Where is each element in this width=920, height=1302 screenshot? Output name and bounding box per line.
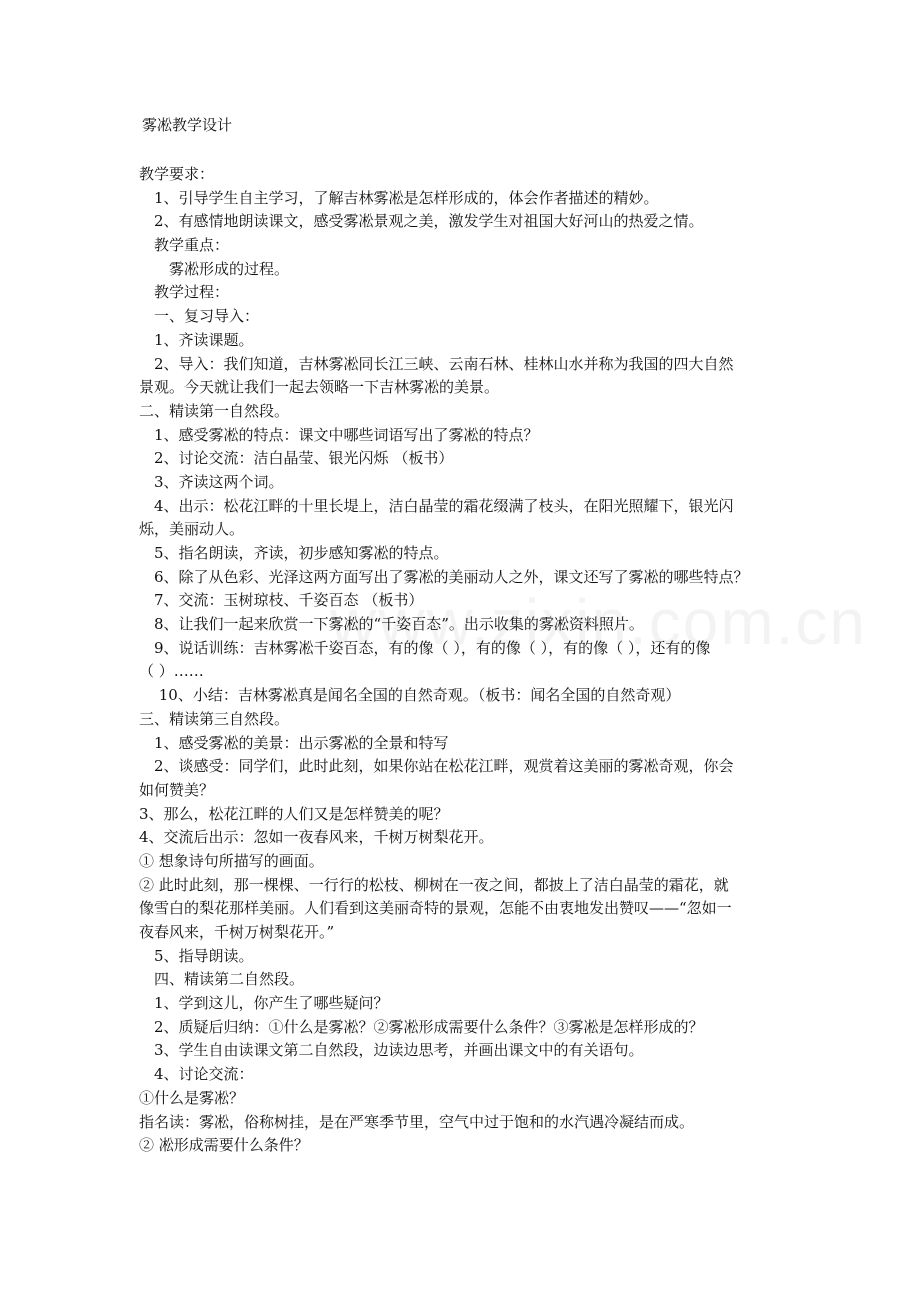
text-line: 1、引导学生自主学习，了解吉林雾凇是怎样形成的，体会作者描述的精妙。 <box>139 188 659 207</box>
text-line: 一、复习导入： <box>139 307 260 326</box>
text-line: 2、讨论交流：洁白晶莹、银光闪烁 （板书） <box>139 449 454 468</box>
text-line: 教学重点： <box>139 236 230 255</box>
text-line: 6、除了从色彩、光泽这两方面写出了雾凇的美丽动人之外，课文还写了雾凇的哪些特点？ <box>139 567 749 586</box>
text-line: 指名读：雾凇，俗称树挂，是在严寒季节里，空气中过于饱和的水汽遇冷凝结而成。 <box>139 1112 695 1131</box>
text-line: 4、出示：松花江畔的十里长堤上，洁白晶莹的霜花缀满了枝头，在阳光照耀下，银光闪 <box>139 496 734 515</box>
text-line: 8、让我们一起来欣赏一下雾凇的“千姿百态”。出示收集的雾凇资料照片。 <box>139 615 644 634</box>
text-line: 四、精读第二自然段。 <box>139 970 305 989</box>
text-line: 10、小结：吉林雾凇真是闻名全国的自然奇观。（板书：闻名全国的自然奇观） <box>139 686 681 705</box>
text-line: 2、谈感受：同学们，此时此刻，如果你站在松花江畔，观赏着这美丽的雾凇奇观，你会 <box>139 757 734 776</box>
text-line: 4、交流后出示：忽如一夜春风来，千树万树梨花开。 <box>139 828 494 847</box>
text-line: 2、导入：我们知道，吉林雾凇同长江三峡、云南石林、桂林山水并称为我国的四大自然 <box>139 354 734 373</box>
text-line: 1、齐读课题。 <box>139 330 254 349</box>
text-line: 5、指导朗读。 <box>139 946 254 965</box>
text-line: 教学过程： <box>139 283 230 302</box>
text-line: ② 此时此刻，那一棵棵、一行行的松枝、柳树在一夜之间，都披上了洁白晶莹的霜花，就 <box>139 875 729 894</box>
text-line: 1、感受雾凇的美景：出示雾凇的全景和特写 <box>139 733 449 752</box>
document-body <box>139 163 789 1158</box>
text-line: 夜春风来，千树万树梨花开。” <box>139 923 335 941</box>
text-line: 5、指名朗读，齐读，初步感知雾凇的特点。 <box>139 544 449 562</box>
text-line: 2、有感情地朗读课文，感受雾凇景观之美，激发学生对祖国大好河山的热爱之情。 <box>139 212 704 231</box>
text-line: 景观。今天就让我们一起去领略一下吉林雾凇的美景。 <box>139 378 500 397</box>
text-line: 烁，美丽动人。 <box>139 520 245 539</box>
text-line: ② 凇形成需要什么条件？ <box>139 1136 309 1155</box>
text-line: 1、感受雾凇的特点：课文中哪些词语写出了雾凇的特点？ <box>139 425 539 444</box>
text-line: 如何赞美？ <box>139 780 215 799</box>
text-line: 9、说话训练：吉林雾凇千姿百态，有的像（ ），有的像（ ），有的像（ ），还有的像 <box>139 638 711 657</box>
text-line: 雾凇形成的过程。 <box>139 259 290 278</box>
text-line: 三、精读第三自然段。 <box>139 709 290 728</box>
text-line: 3、那么，松花江畔的人们又是怎样赞美的呢？ <box>139 804 449 823</box>
text-line: ① 想象诗句所描写的画面。 <box>139 851 324 870</box>
text-line: 3、学生自由读课文第二自然段，边读边思考，并画出课文中的有关语句。 <box>139 1041 644 1060</box>
text-line: 3、齐读这两个词。 <box>139 472 284 491</box>
text-line: 4、讨论交流： <box>139 1065 254 1084</box>
document-title: 雾凇教学设计 <box>142 116 233 134</box>
text-line: 2、质疑后归纳：①什么是雾凇？②雾凇形成需要什么条件？③雾凇是怎样形成的？ <box>139 1017 704 1036</box>
text-line: 二、精读第一自然段。 <box>139 401 290 420</box>
text-line: （ ）…… <box>139 662 204 681</box>
text-line: 1、学到这儿，你产生了哪些疑问？ <box>139 994 389 1013</box>
text-line: 7、交流：玉树琼枝、千姿百态 （板书） <box>139 591 424 610</box>
text-line: 教学要求： <box>139 165 215 183</box>
text-line: 像雪白的梨花那样美丽。人们看到这美丽奇特的景观，怎能不由衷地发出赞叹——“忽如一 <box>139 899 732 918</box>
text-line: ①什么是雾凇？ <box>139 1088 245 1107</box>
